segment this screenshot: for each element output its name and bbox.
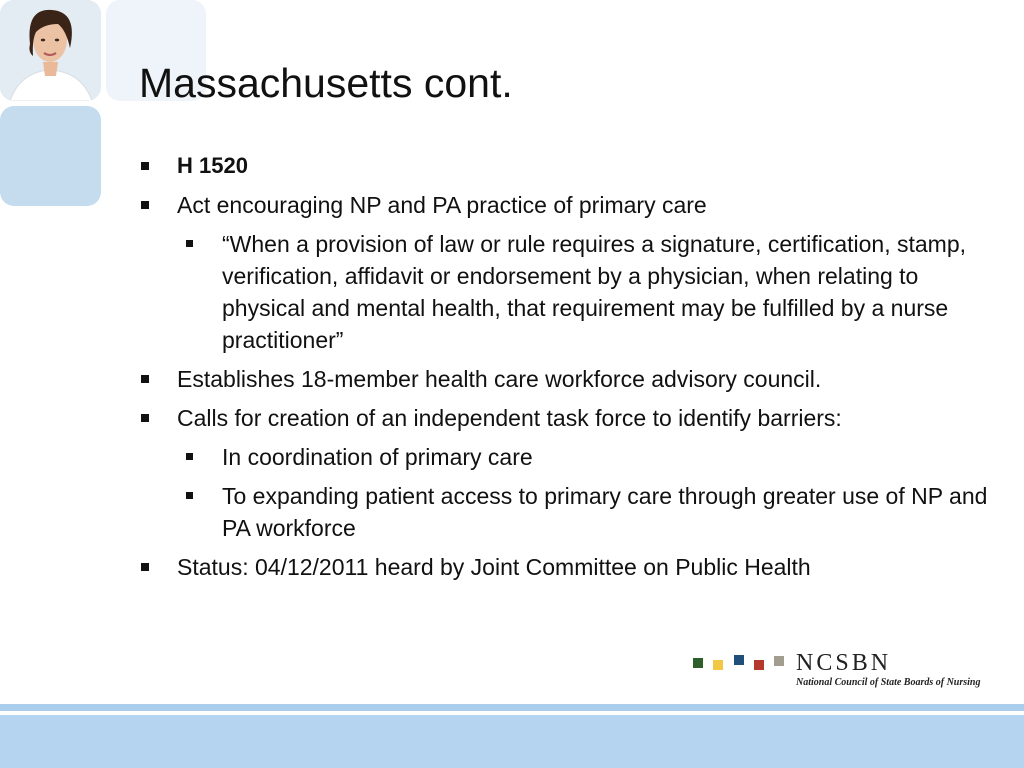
bullet-item: Status: 04/12/2011 heard by Joint Committee on Public Health [139, 551, 999, 583]
footer-bar [0, 715, 1024, 768]
bullet-item: H 1520 [139, 150, 999, 182]
bullet-item: Establishes 18-member health care workforce advisory council. [139, 363, 999, 395]
logo-name: NCSBN [796, 650, 892, 676]
sub-bullet-item: To expanding patient access to primary care through greater use of NP and PA workforce [184, 480, 999, 544]
bullet-list [139, 150, 999, 590]
logo-square [734, 655, 744, 665]
sub-bullet-item: “When a provision of law or rule requires a signature, certification, stamp, verification, affidavit or endorsement by a physician, when relating to physical and mental health, that requirement may be fulfilled by a nurse practitioner” [184, 228, 999, 356]
ncsbn-logo [693, 650, 983, 695]
logo-square [754, 660, 764, 670]
decorative-tile [0, 106, 101, 206]
footer-stripe [0, 704, 1024, 711]
logo-square [693, 658, 703, 668]
bullet-item: Act encouraging NP and PA practice of primary care [139, 189, 999, 221]
presenter-photo [0, 0, 101, 101]
logo-square [713, 660, 723, 670]
slide-title: Massachusetts cont. [139, 60, 513, 106]
sub-bullet-item: In coordination of primary care [184, 441, 999, 473]
logo-square [774, 656, 784, 666]
woman-portrait-icon [0, 0, 101, 101]
bullet-item: Calls for creation of an independent task force to identify barriers: [139, 402, 999, 434]
logo-subtitle: National Council of State Boards of Nursing [796, 677, 981, 688]
